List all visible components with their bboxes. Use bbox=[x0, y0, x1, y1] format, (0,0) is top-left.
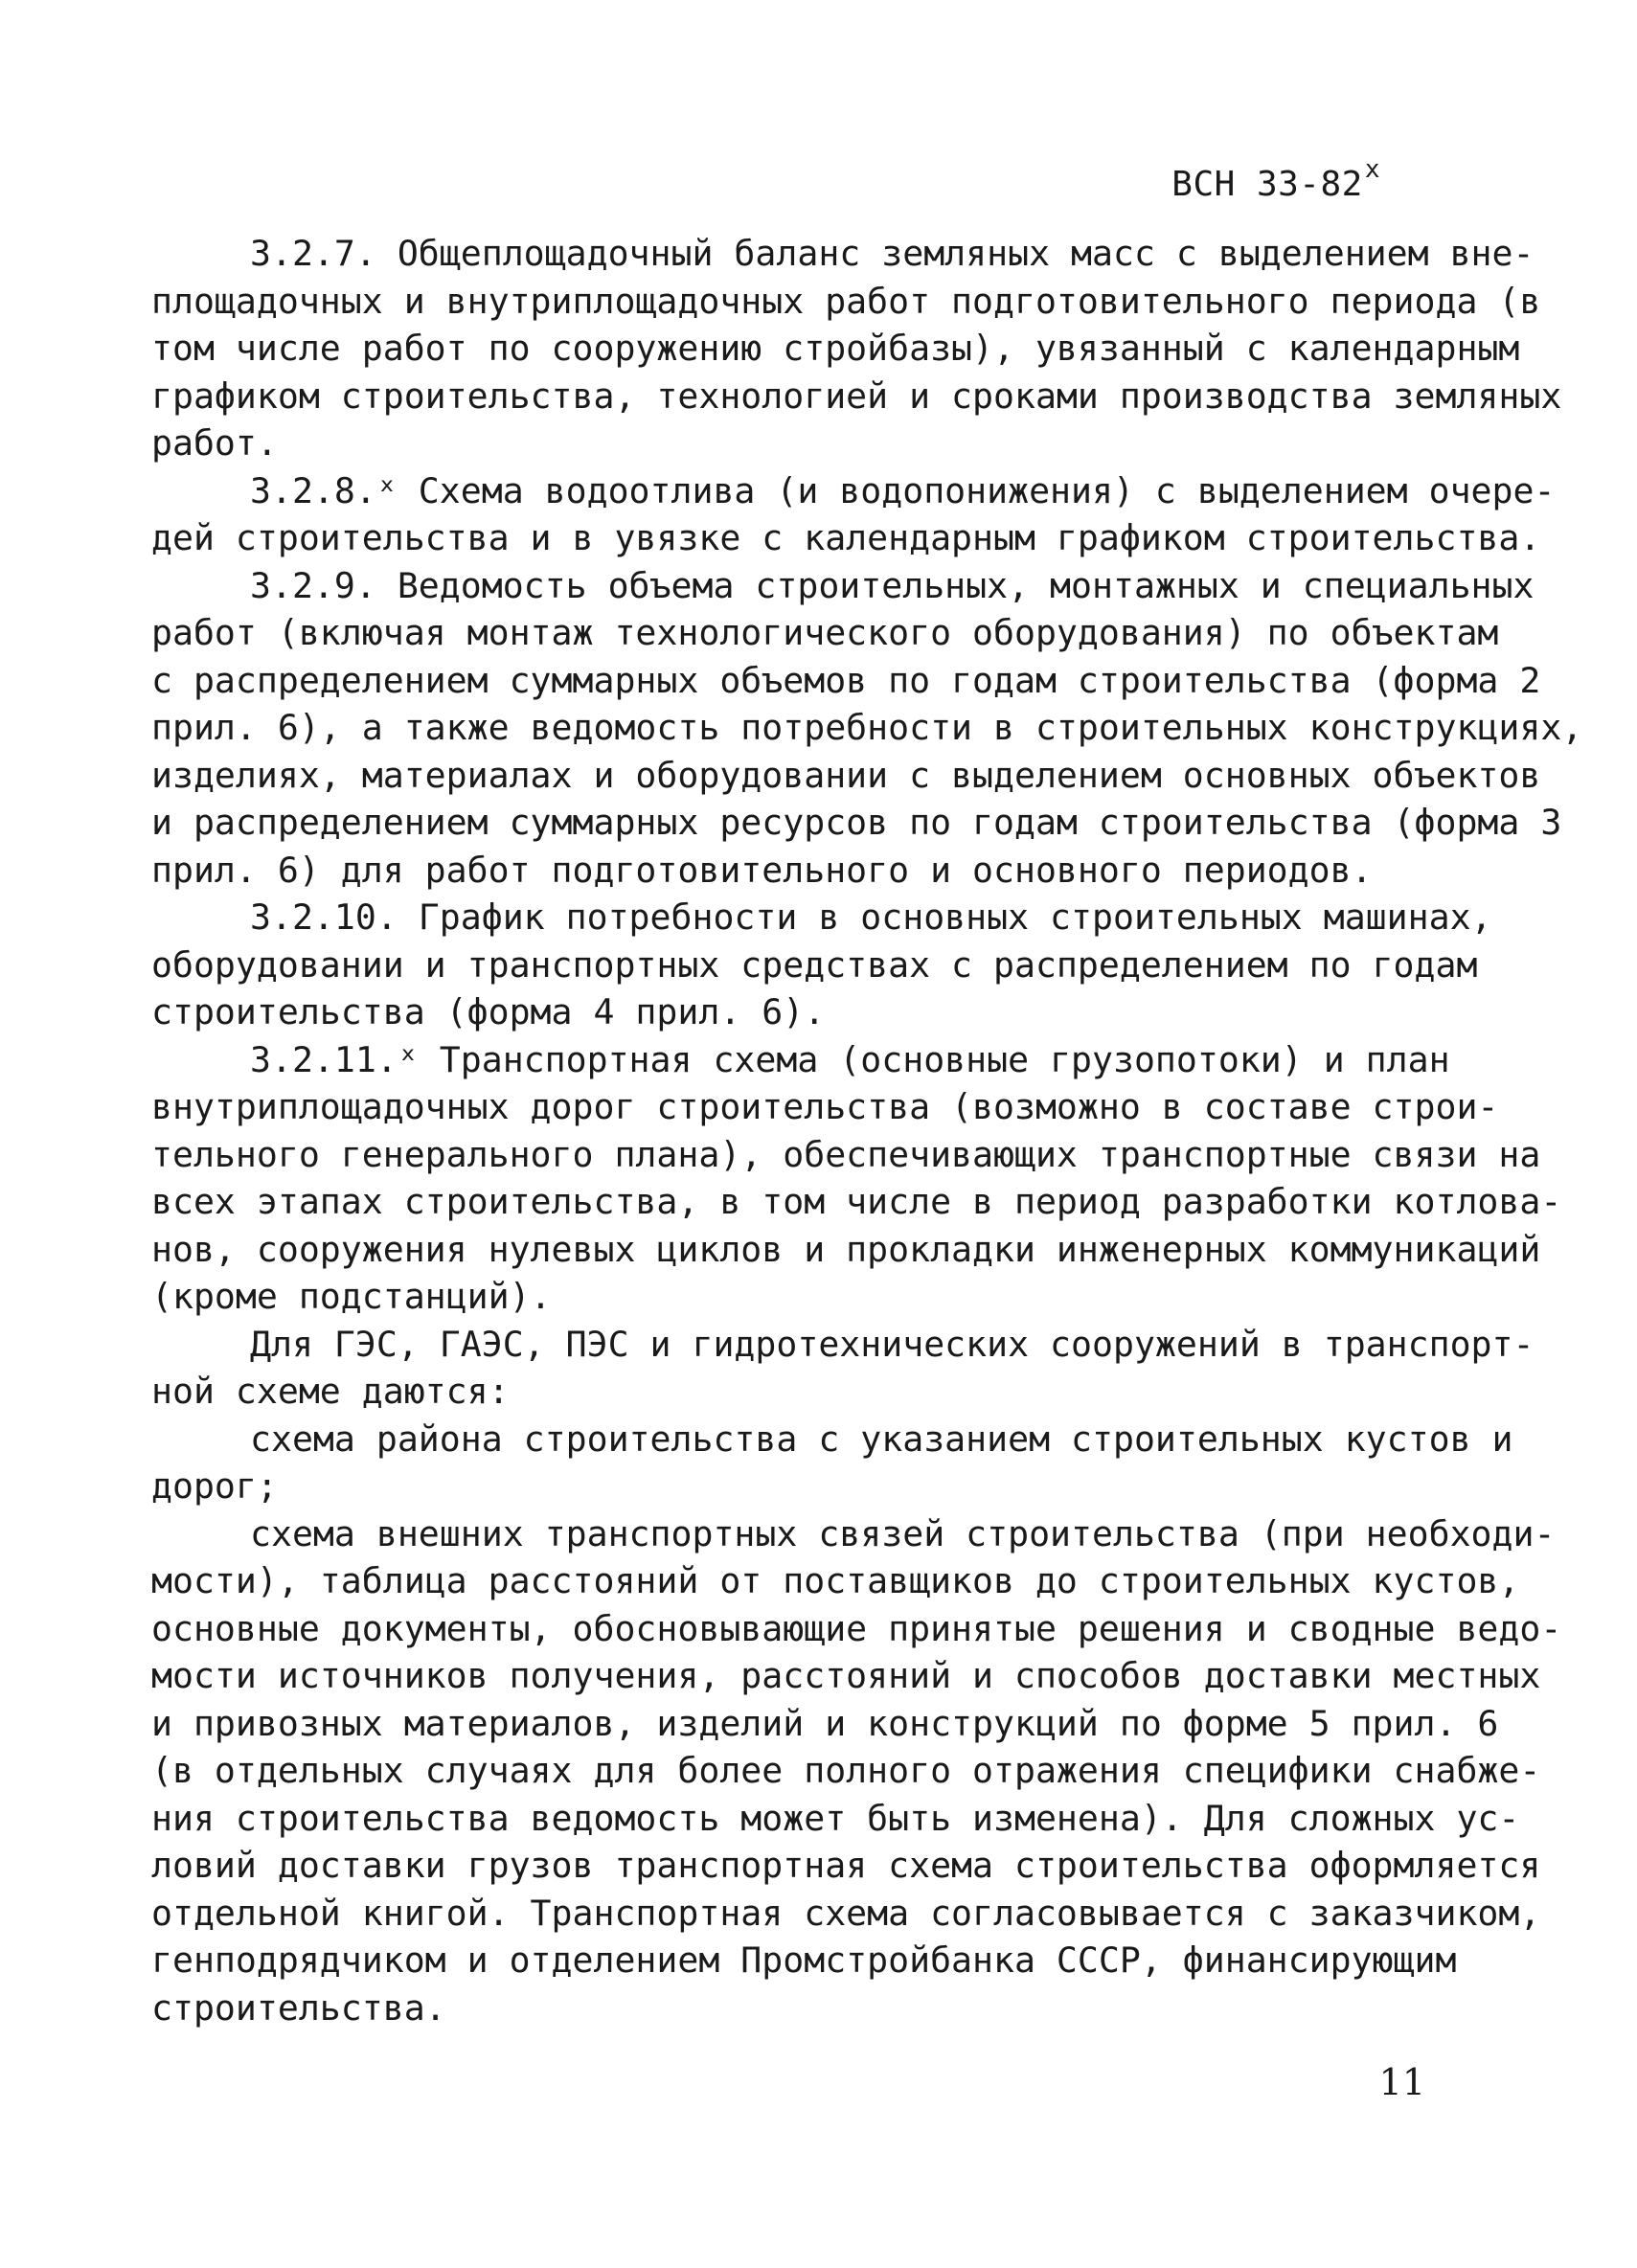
document-code bbox=[1171, 155, 1380, 204]
text-line: Для ГЭС, ГАЭС, ПЭС и гидротехнических сооружений в транспорт- bbox=[250, 1323, 1535, 1365]
text-line: 3.2.8.ˣ Схема водоотлива (и водопонижения) с выделением очере- bbox=[250, 469, 1556, 511]
text-line: дорог; bbox=[151, 1465, 278, 1507]
text-line: прил. 6) для работ подготовительного и основного периодов. bbox=[151, 849, 1373, 891]
text-line: работ. bbox=[151, 422, 278, 464]
text-line: 3.2.10. График потребности в основных строительных машинах, bbox=[250, 896, 1492, 938]
text-line: 3.2.7. Общеплощадочный баланс земляных масс с выделением вне- bbox=[250, 233, 1535, 274]
text-line: 3.2.11.ˣ Транспортная схема (основные грузопотоки) и план bbox=[250, 1038, 1450, 1080]
text-line: площадочных и внутриплощадочных работ подготовительного периода (в bbox=[151, 280, 1541, 322]
text-line: дей строительства и в увязке с календарным графиком строительства. bbox=[151, 517, 1541, 558]
text-line: и распределением суммарных ресурсов по годам строительства (форма 3 bbox=[151, 802, 1562, 843]
document-code-mark: x bbox=[1364, 155, 1380, 184]
text-line: 3.2.9. Ведомость объема строительных, монтажных и специальных bbox=[250, 564, 1535, 606]
text-line: ной схеме даются: bbox=[151, 1371, 510, 1412]
text-line: мости), таблица расстояний от поставщиков до строительных кустов, bbox=[151, 1560, 1520, 1601]
text-line: оборудовании и транспортных средствах с распределением по годам bbox=[151, 943, 1478, 986]
text-line: основные документы, обосновывающие принятые решения и сводные ведо- bbox=[151, 1607, 1562, 1649]
text-line: работ (включая монтаж технологического оборудования) по объектам bbox=[151, 612, 1499, 653]
text-line: внутриплощадочных дорог строительства (возможно в составе строи- bbox=[151, 1086, 1499, 1127]
text-line: (кроме подстанций). bbox=[151, 1276, 552, 1317]
text-line: генподрядчиком и отделением Промстройбанка СССР, финансирующим bbox=[151, 1939, 1457, 1981]
text-line: ния строительства ведомость может быть изменена). Для сложных ус- bbox=[151, 1797, 1520, 1839]
text-line: строительства. bbox=[151, 1986, 446, 2029]
document-body bbox=[151, 230, 1583, 2031]
text-line: с распределением суммарных объемов по годам строительства (форма 2 bbox=[151, 659, 1541, 701]
text-line: схема внешних транспортных связей строительства (при необходи- bbox=[250, 1512, 1556, 1554]
text-line: и привозных материалов, изделий и конструкций по форме 5 прил. 6 bbox=[151, 1702, 1499, 1744]
text-line: нов, сооружения нулевых циклов и прокладки инженерных коммуникаций bbox=[151, 1228, 1541, 1270]
text-line: отдельной книгой. Транспортная схема согласовывается с заказчиком, bbox=[151, 1892, 1541, 1934]
text-line: строительства (форма 4 прил. 6). bbox=[151, 991, 826, 1032]
page-number: 11 bbox=[1378, 2061, 1425, 2103]
text-line: изделиях, материалах и оборудовании с выделением основных объектов bbox=[151, 754, 1541, 796]
text-line: графиком строительства, технологией и сроками производства земляных bbox=[151, 374, 1562, 417]
text-line: ловий доставки грузов транспортная схема строительства оформляется bbox=[151, 1845, 1541, 1886]
text-line: том числе работ по сооружению стройбазы), увязанный с календарным bbox=[151, 328, 1520, 369]
text-line: мости источников получения, расстояний и способов доставки местных bbox=[151, 1655, 1541, 1696]
text-line: всех этапах строительства, в том числе в период разработки котлова- bbox=[151, 1181, 1562, 1222]
text-line: схема района строительства с указанием строительных кустов и bbox=[250, 1418, 1513, 1460]
text-line: прил. 6), а также ведомость потребности в строительных конструкциях, bbox=[151, 707, 1583, 748]
text-line: тельного генерального плана), обеспечивающих транспортные связи на bbox=[151, 1133, 1541, 1175]
text-line: (в отдельных случаях для более полного отражения специфики снабже- bbox=[151, 1750, 1541, 1791]
document-code-text: ВСН 33-82 bbox=[1171, 165, 1363, 204]
